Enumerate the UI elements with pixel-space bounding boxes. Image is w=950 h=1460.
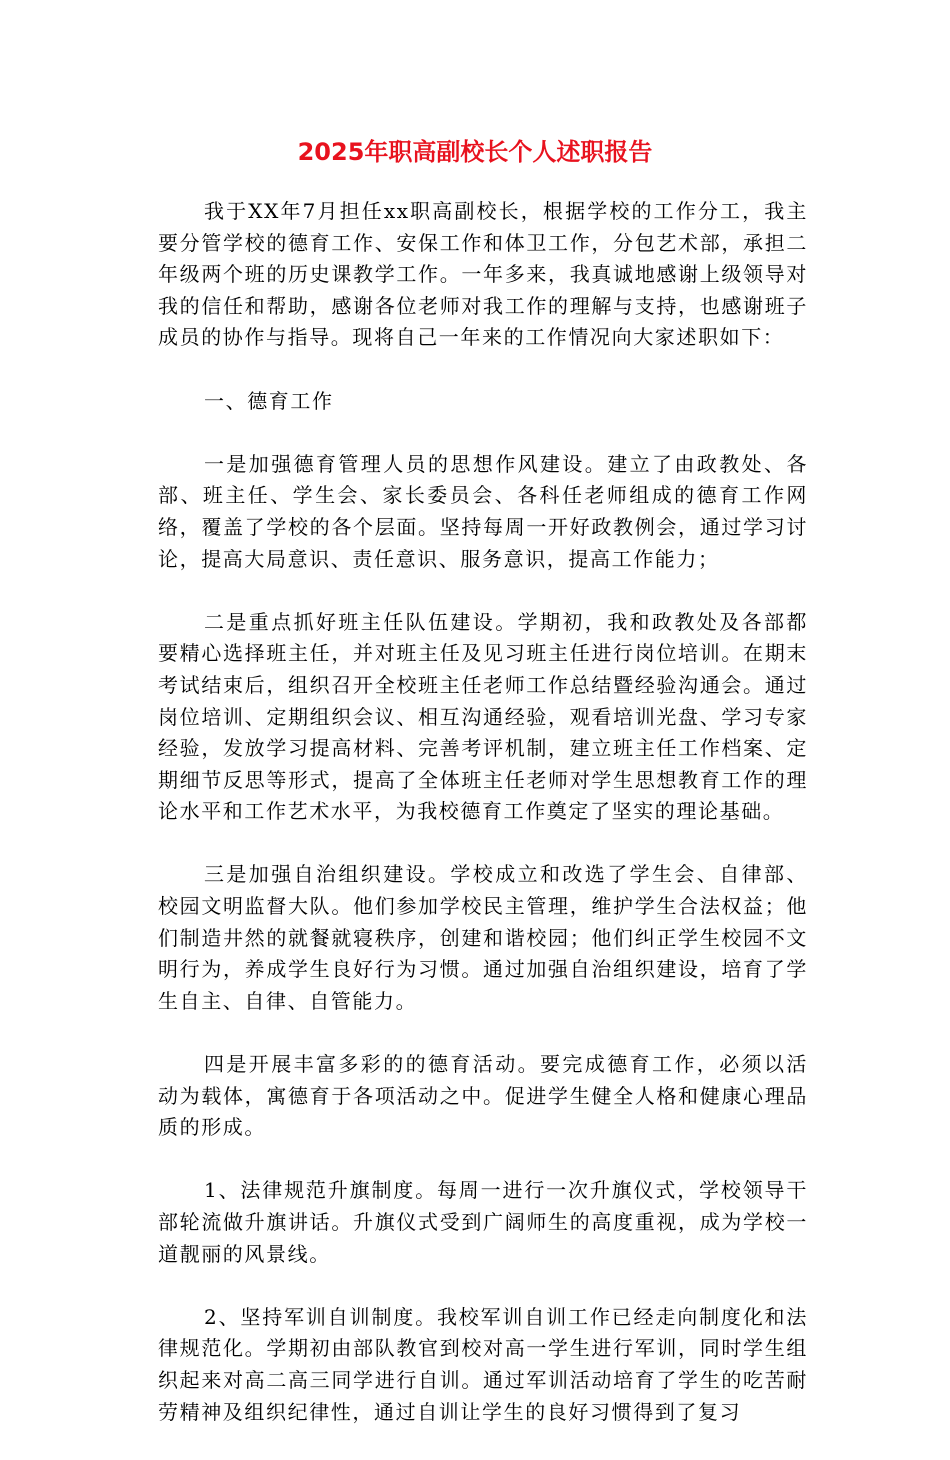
paragraph-item-1: 1、法律规范升旗制度。每周一进行一次升旗仪式，学校领导干部轮流做升旗讲话。升旗仪式受到广阔师生的高度重视，成为学校一道靓丽的风景线。 xyxy=(158,1178,808,1266)
paragraph-point-three: 三是加强自治组织建设。学校成立和改选了学生会、自律部、校园文明监督大队。他们参加学校民主管理，维护学生合法权益；他们制造井然的就餐就寝秩序，创建和谐校园；他们纠正学生校园不文明行为，养成学生良好行为习惯。通过加强自治组织建设，培育了学生自主、自律、自管能力。 xyxy=(158,862,808,1013)
document-title: 2025年职高副校长个人述职报告 xyxy=(297,138,653,166)
paragraph-item-2: 2、坚持军训自训制度。我校军训自训工作已经走向制度化和法律规范化。学期初由部队教官到校对高一学生进行军训，同时学生组织起来对高二高三同学进行自训。通过军训活动培育了学生的吃苦耐劳精神及组织纪律性，通过自训让学生的良好习惯得到了复习 xyxy=(158,1304,808,1424)
paragraph-point-one: 一是加强德育管理人员的思想作风建设。建立了由政教处、各部、班主任、学生会、家长委员会、各科任老师组成的德育工作网络，覆盖了学校的各个层面。坚持每周一开好政教例会，通过学习讨论，提高大局意识、责任意识、服务意识，提高工作能力； xyxy=(158,451,808,571)
paragraph-point-four: 四是开展丰富多彩的的德育活动。要完成德育工作，必须以活动为载体，寓德育于各项活动之中。促进学生健全人格和健康心理品质的形成。 xyxy=(158,1052,808,1140)
intro-paragraph: 我于XX年7月担任xx职高副校长，根据学校的工作分工，我主要分管学校的德育工作、安保工作和体卫工作，分包艺术部，承担二年级两个班的历史课教学工作。一年多来，我真诚地感谢上级领导对我的信任和帮助，感谢各位老师对我工作的理解与支持，也感谢班子成员的协作与指导。现将自己一年来的工作情况向大家述职如下： xyxy=(158,199,808,350)
document-body xyxy=(158,196,808,1460)
paragraph-point-two: 二是重点抓好班主任队伍建设。学期初，我和政教处及各部都要精心选择班主任，并对班主任及见习班主任进行岗位培训。在期末考试结束后，组织召开全校班主任老师工作总结暨经验沟通会。通过岗位培训、定期组织会议、相互沟通经验，观看培训光盘、学习专家经验，发放学习提高材料、完善考评机制，建立班主任工作档案、定期细节反思等形式，提高了全体班主任老师对学生思想教育工作的理论水平和工作艺术水平，为我校德育工作奠定了坚实的理论基础。 xyxy=(158,609,808,824)
section-heading-moral-education: 一、德育工作 xyxy=(204,388,334,413)
